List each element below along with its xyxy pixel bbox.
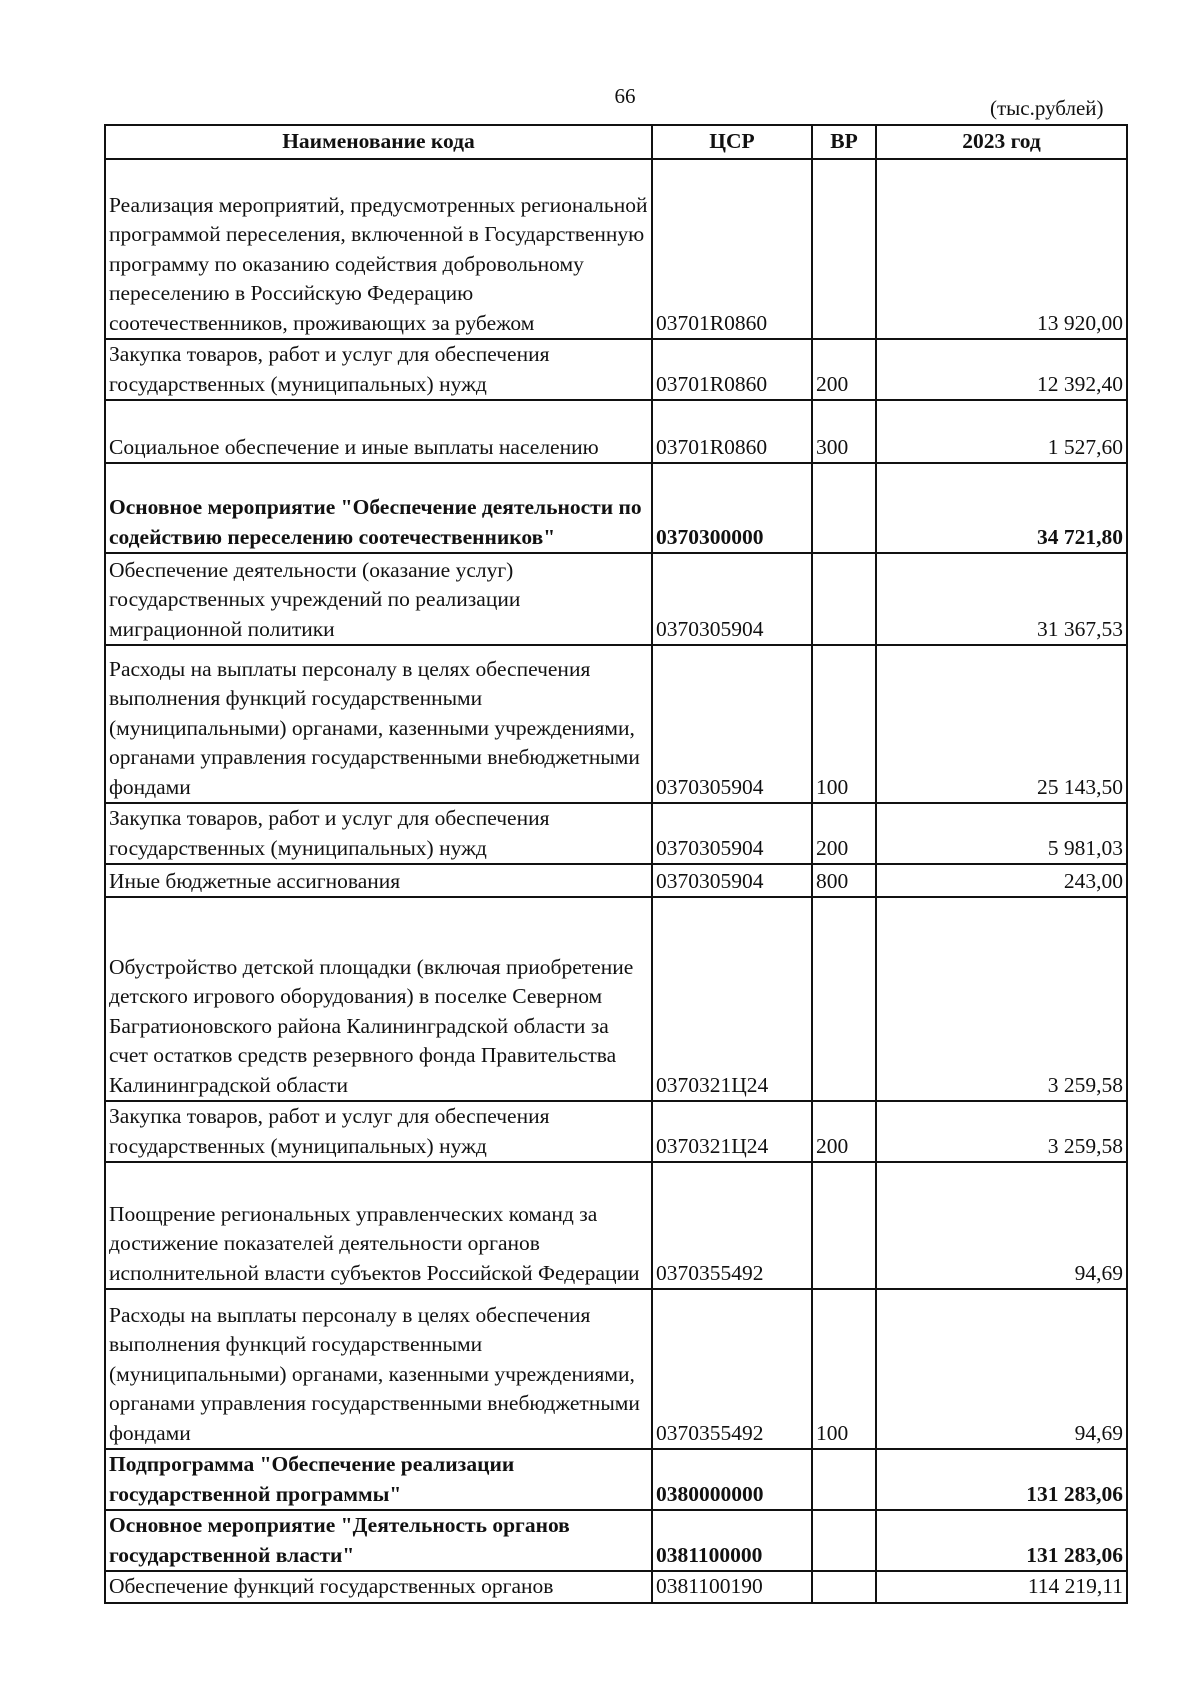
row-csr: 0370305904	[652, 803, 812, 864]
row-amount: 31 367,53	[876, 553, 1127, 645]
units-label: (тыс.рублей)	[990, 96, 1104, 120]
header-csr: ЦСР	[652, 125, 812, 159]
row-vr: 200	[812, 339, 876, 400]
row-vr	[812, 1571, 876, 1603]
row-name: Закупка товаров, работ и услуг для обеспечения государственных (муниципальных) нужд	[105, 803, 652, 864]
row-csr: 0370321Ц24	[652, 1101, 812, 1162]
row-csr: 0370305904	[652, 553, 812, 645]
row-csr: 03701R0860	[652, 339, 812, 400]
row-name: Поощрение региональных управленческих команд за достижение показателей деятельности органов исполнительной власти субъектов Российской Федерации	[105, 1162, 652, 1289]
header-row	[105, 125, 1127, 159]
row-name: Основное мероприятие "Обеспечение деятельности по содействию переселению соотечественников"	[105, 463, 652, 553]
header-year: 2023 год	[876, 125, 1127, 159]
table-row	[105, 1571, 1127, 1603]
table-row	[105, 1510, 1127, 1571]
table-row	[105, 463, 1127, 553]
table-row	[105, 803, 1127, 864]
row-csr: 0370355492	[652, 1289, 812, 1449]
row-amount: 3 259,58	[876, 897, 1127, 1101]
row-name: Расходы на выплаты персоналу в целях обеспечения выполнения функций государственными (муниципальными) органами, казенными учреждениями, органами управления государственными внебюджетными фондами	[105, 645, 652, 803]
row-vr	[812, 159, 876, 339]
row-csr: 0370305904	[652, 645, 812, 803]
row-amount: 94,69	[876, 1162, 1127, 1289]
row-csr: 0381100190	[652, 1571, 812, 1603]
row-vr: 200	[812, 803, 876, 864]
row-vr	[812, 463, 876, 553]
row-amount: 12 392,40	[876, 339, 1127, 400]
row-amount: 25 143,50	[876, 645, 1127, 803]
row-csr: 0380000000	[652, 1449, 812, 1510]
table-row	[105, 400, 1127, 463]
header-name: Наименование кода	[105, 125, 652, 159]
row-vr: 100	[812, 645, 876, 803]
row-name: Подпрограмма "Обеспечение реализации государственной программы"	[105, 1449, 652, 1510]
row-name: Социальное обеспечение и иные выплаты населению	[105, 400, 652, 463]
row-name: Обустройство детской площадки (включая приобретение детского игрового оборудования) в поселке Северном Багратионовского района Калининградской области за счет остатков средств резервного фонда Правительства Калининградской области	[105, 897, 652, 1101]
budget-table	[104, 124, 1128, 1604]
row-vr: 200	[812, 1101, 876, 1162]
table-row	[105, 339, 1127, 400]
page-number: 66	[614, 84, 636, 108]
row-vr: 300	[812, 400, 876, 463]
row-amount: 5 981,03	[876, 803, 1127, 864]
row-csr: 0370355492	[652, 1162, 812, 1289]
row-amount: 94,69	[876, 1289, 1127, 1449]
table-row	[105, 645, 1127, 803]
row-vr	[812, 1162, 876, 1289]
table-row	[105, 159, 1127, 339]
row-amount: 131 283,06	[876, 1510, 1127, 1571]
table-row	[105, 1162, 1127, 1289]
table-row	[105, 1289, 1127, 1449]
row-csr: 03701R0860	[652, 159, 812, 339]
row-name: Закупка товаров, работ и услуг для обеспечения государственных (муниципальных) нужд	[105, 339, 652, 400]
row-vr	[812, 553, 876, 645]
table-row	[105, 897, 1127, 1101]
table-row	[105, 864, 1127, 897]
row-amount: 13 920,00	[876, 159, 1127, 339]
row-name: Обеспечение деятельности (оказание услуг) государственных учреждений по реализации миграционной политики	[105, 553, 652, 645]
row-vr	[812, 1510, 876, 1571]
row-name: Основное мероприятие "Деятельность органов государственной власти"	[105, 1510, 652, 1571]
row-name: Расходы на выплаты персоналу в целях обеспечения выполнения функций государственными (муниципальными) органами, казенными учреждениями, органами управления государственными внебюджетными фондами	[105, 1289, 652, 1449]
table-row	[105, 1449, 1127, 1510]
row-csr: 03701R0860	[652, 400, 812, 463]
row-vr: 100	[812, 1289, 876, 1449]
row-name: Закупка товаров, работ и услуг для обеспечения государственных (муниципальных) нужд	[105, 1101, 652, 1162]
row-amount: 131 283,06	[876, 1449, 1127, 1510]
row-amount: 243,00	[876, 864, 1127, 897]
row-name: Обеспечение функций государственных органов	[105, 1571, 652, 1603]
header-vr: ВР	[812, 125, 876, 159]
row-vr	[812, 1449, 876, 1510]
table-row	[105, 553, 1127, 645]
row-name: Иные бюджетные ассигнования	[105, 864, 652, 897]
row-vr: 800	[812, 864, 876, 897]
row-name: Реализация мероприятий, предусмотренных региональной программой переселения, включенной в Государственную программу по оказанию содействия добровольному переселению в Российскую Федерацию соотечественников, проживающих за рубежом	[105, 159, 652, 339]
row-csr: 0370300000	[652, 463, 812, 553]
row-csr: 0370321Ц24	[652, 897, 812, 1101]
row-amount: 34 721,80	[876, 463, 1127, 553]
row-amount: 114 219,11	[876, 1571, 1127, 1603]
row-amount: 1 527,60	[876, 400, 1127, 463]
row-amount: 3 259,58	[876, 1101, 1127, 1162]
row-csr: 0381100000	[652, 1510, 812, 1571]
table-row	[105, 1101, 1127, 1162]
row-csr: 0370305904	[652, 864, 812, 897]
row-vr	[812, 897, 876, 1101]
